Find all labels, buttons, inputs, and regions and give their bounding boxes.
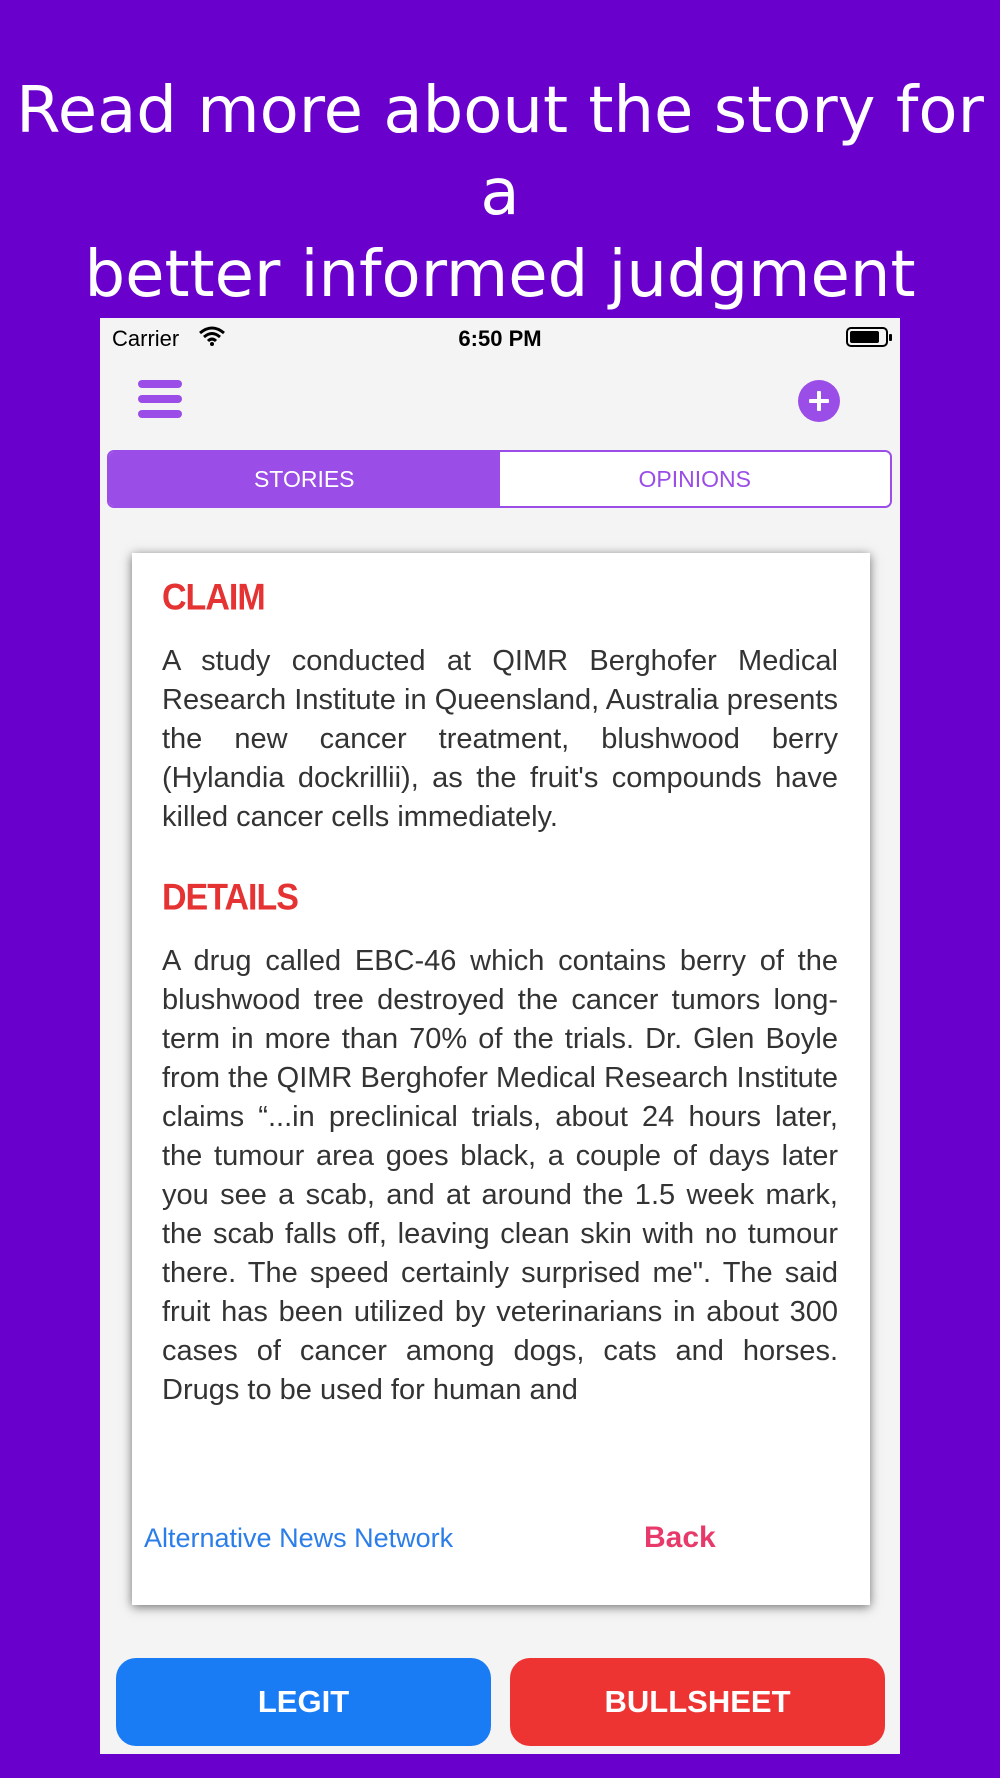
bullsheet-button[interactable]: BULLSHEET: [510, 1658, 885, 1746]
story-card: [132, 553, 870, 1605]
details-heading: DETAILS: [162, 877, 298, 919]
promo-headline: [0, 70, 1000, 316]
back-button[interactable]: Back: [644, 1521, 716, 1554]
headline-line-2: better informed judgment: [84, 238, 916, 312]
headline-line-1: Read more about the story for a: [16, 74, 984, 230]
hamburger-menu-icon[interactable]: [138, 380, 182, 418]
segmented-control: [107, 450, 892, 508]
claim-heading: CLAIM: [162, 577, 265, 619]
tab-opinions[interactable]: OPINIONS: [500, 452, 891, 506]
source-link[interactable]: Alternative News Network: [144, 1523, 454, 1553]
claim-text: A study conducted at QIMR Berghofer Medical Research Institute in Queensland, Australia presents the new cancer treatment, blushwood berry (Hylandia dockrillii), as the fruit's compounds have killed cancer cells immediately.: [162, 645, 838, 833]
battery-icon: [846, 327, 888, 347]
article-body[interactable]: [162, 577, 838, 1505]
legit-button[interactable]: LEGIT: [116, 1658, 491, 1746]
card-footer: [132, 1513, 870, 1563]
status-time: 6:50 PM: [458, 326, 542, 351]
carrier-label: Carrier: [112, 326, 180, 351]
status-bar: [100, 318, 900, 358]
battery-level: [850, 331, 879, 343]
tab-stories[interactable]: STORIES: [109, 452, 500, 506]
phone-screen: [100, 318, 900, 1754]
plus-circle-icon[interactable]: [798, 380, 840, 422]
details-text: A drug called EBC-46 which contains berry of the blushwood tree destroyed the cancer tumors long-term in more than 70% of the trials. Dr. Glen Boyle from the QIMR Berghofer Medical Research Institute claims “...in preclinical trials, about 24 hours later, the tumour area goes black, a couple of days later you see a scab, and at around the 1.5 week mark, the scab falls off, leaving clean skin with no tumour there. The speed certainly surprised me". The said fruit has been utilized by veterinarians in about 300 cases of cancer among dogs, cats and horses. Drugs to be used for human and: [162, 945, 838, 1406]
